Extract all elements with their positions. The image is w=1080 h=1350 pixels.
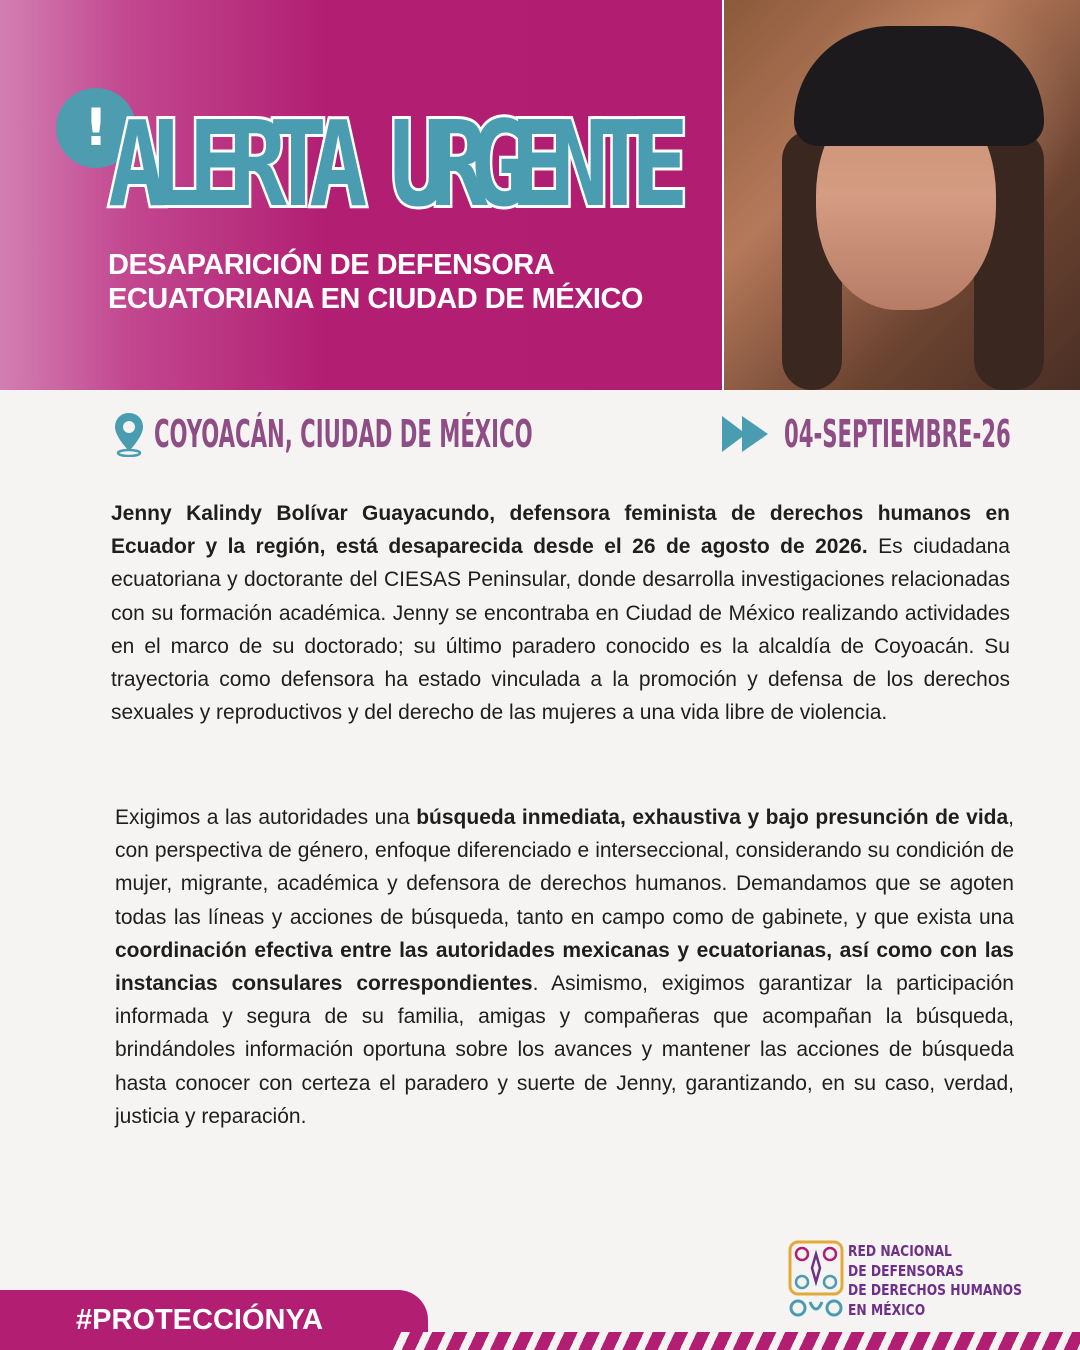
portrait-cap [794, 26, 1044, 146]
location-pin-icon [112, 411, 146, 457]
org-name [848, 1242, 1022, 1320]
p2-bold-1: búsqueda inmediata, exhaustiva y bajo presunción de vida [416, 806, 1009, 829]
paragraph-1 [111, 497, 1010, 729]
decorative-stripe [388, 1332, 1080, 1350]
header-banner [0, 0, 1080, 390]
date-text: 04-SEPTIEMBRE-26 [784, 412, 1011, 456]
p2-text-2: , con perspectiva de género, enfoque diferenciado e interseccional, considerando su condición de mujer, migrante, académica y defensora de derechos humanos. Demandamos que se agoten todas las líneas y acciones de búsqueda, tanto en campo como de gabinete, y que exista una [115, 806, 1015, 929]
org-line-4: EN MÉXICO [848, 1300, 926, 1319]
portrait-photo [722, 0, 1080, 390]
p1-bold-1: Jenny Kalindy Bolívar Guayacundo, defensora feminista de derechos humanos en Ecuador y la región, está desaparecida desde el 26 de agosto de 2026. [111, 502, 1010, 559]
p2-text-1: Exigimos a las autoridades una [115, 806, 417, 829]
hashtag-banner: #PROTECCIÓNYA [0, 1290, 428, 1350]
date-row [720, 410, 1080, 458]
alert-exclamation-icon: ! [56, 88, 136, 168]
p1-text-1: Es ciudadana ecuatoriana y doctorante del CIESAS Peninsular, donde desarrolla investigaciones relacionadas con su formación académica. Jenny se encontraba en Ciudad de México realizando actividades en el marco de su doctorado; su último paradero conocido es la alcaldía de Coyoacán. Su trayectoria como defensora ha estado vinculada a la promoción y defensa de los derechos sexuales y reproductivos y del derecho de las mujeres a una vida libre de violencia. [111, 535, 1010, 725]
p2-text-3: . Asimismo, exigimos garantizar la participación informada y segura de su familia, amigas y compañeras que acompañan la búsqueda, brindándoles información oportuna sobre los avances y mantener las acciones de búsqueda hasta conocer con certeza el paradero y suerte de Jenny, garantizando, en su caso, verdad, justicia y reparación. [115, 972, 1014, 1128]
p2-bold-2: coordinación efectiva entre las autoridades mexicanas y ecuatorianas, así como con las instancias consulares correspondientes [115, 938, 1014, 996]
org-line-2: DE DEFENSORAS [848, 1261, 964, 1280]
org-line-3: DE DERECHOS HUMANOS [848, 1281, 1022, 1299]
fast-forward-icon [720, 414, 770, 454]
location-text: COYOACÁN, CIUDAD DE MÉXICO [154, 412, 533, 456]
org-line-1: RED NACIONAL [848, 1242, 952, 1260]
location-row [112, 410, 765, 458]
red-nacional-logo-icon [788, 1240, 844, 1318]
headline-subtitle: DESAPARICIÓN DE DEFENSORA ECUATORIANA EN CIUDAD DE MÉXICO [108, 249, 643, 315]
alert-title: ALERTA URGENTE [108, 95, 672, 233]
paragraph-2 [115, 801, 1014, 1133]
